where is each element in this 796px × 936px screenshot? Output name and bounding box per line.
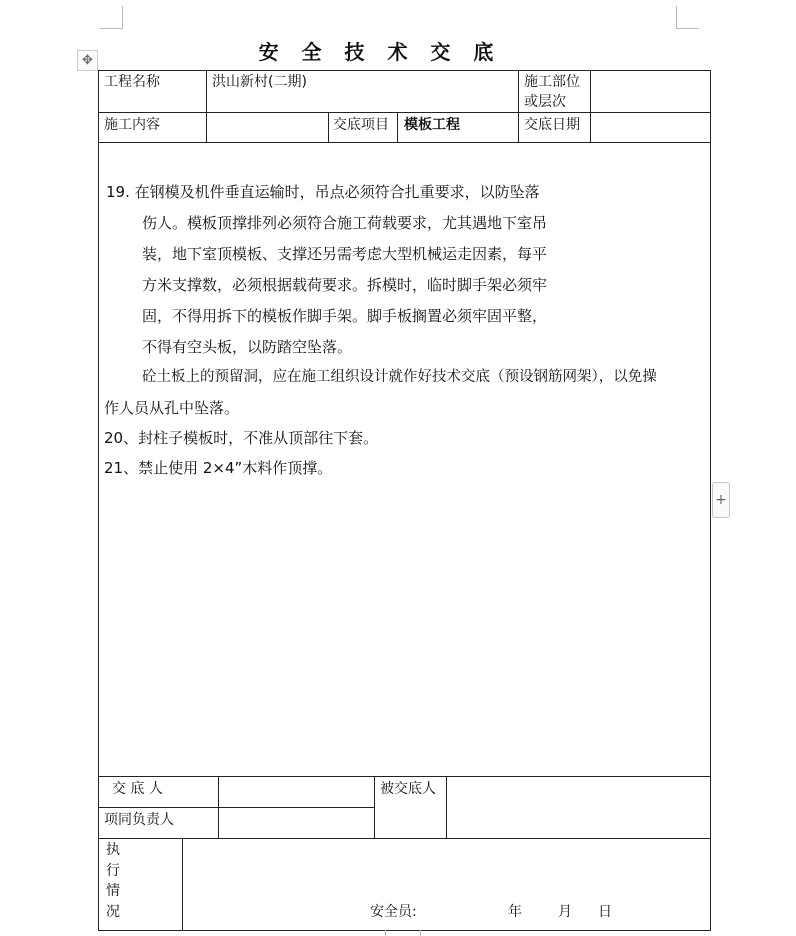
month-label: 月 [558,904,572,920]
discloser-signature-field[interactable] [224,779,372,805]
body-line: 伤人。模板顶撑排列必须符合施工荷载要求，尤其遇地下室吊 [142,214,548,232]
body-line: 19. 在钢模及机件垂直运输时，吊点必须符合扎重要求，以防坠落 [106,183,540,201]
execution-label-char: 执 [106,842,120,858]
body-line: 砼土板上的预留洞，应在施工组织设计就作好技术交底（预设钢筋网架），以免操 [142,369,657,385]
location-label-line1: 施工部位 [524,74,580,90]
move-icon[interactable]: ✥ [77,50,98,71]
day-label: 日 [598,904,612,920]
year-label: 年 [508,904,522,920]
discloser-label: 交 底 人 [112,781,163,797]
execution-label-char: 况 [106,904,120,920]
page-title: 安 全 技 术 交 底 [258,40,502,64]
body-line: 21、禁止使用 2×4”木料作顶撑。 [104,459,333,477]
execution-label-char: 行 [106,863,120,879]
item-label: 交底项目 [333,117,389,133]
recipient-label: 被交底人 [380,781,436,797]
body-line: 作人员从孔中坠落。 [104,399,240,417]
plus-icon[interactable]: + [712,482,730,518]
page-corner-mark [676,6,699,29]
manager-label: 项同负责人 [104,812,174,828]
page-corner-mark [100,6,123,29]
body-line: 装，地下室顶模板、支撑还另需考虑大型机械运走因素，每平 [142,245,548,263]
content-label: 施工内容 [104,117,160,133]
body-line: 不得有空头板，以防踏空坠落。 [142,338,353,356]
location-label-line2: 或层次 [524,94,566,110]
body-line: 固，不得用拆下的模板作脚手架。脚手板搁置必须牢固平整， [142,307,548,325]
manager-signature-field[interactable] [224,810,372,836]
execution-label-char: 情 [106,883,120,899]
safety-officer-label: 安全员: [370,904,417,920]
date-label: 交底日期 [524,117,580,133]
item-value[interactable]: 模板工程 [404,117,460,133]
body-line: 方米支撑数，必须根据载荷要求。拆模时，临时脚手架必须牢 [142,276,548,294]
recipient-signature-field[interactable] [452,779,708,835]
project-name-label: 工程名称 [104,74,160,90]
project-name-value[interactable]: 洪山新村(二期) [212,74,307,90]
body-line: 20、封柱子模板时，不准从顶部往下套。 [104,429,379,447]
